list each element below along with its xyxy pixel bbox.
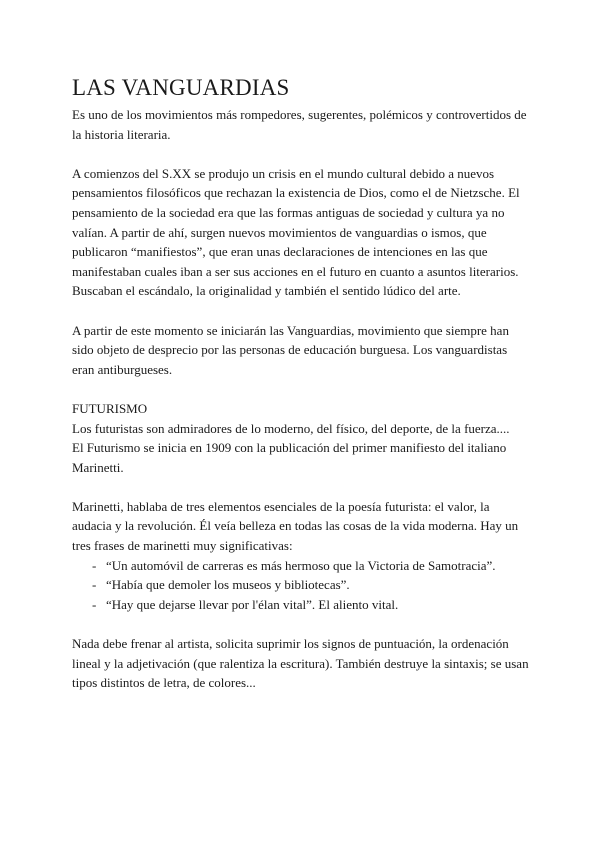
paragraph-spacer bbox=[72, 477, 532, 497]
list-bullet: - bbox=[92, 596, 97, 612]
list-item bbox=[92, 556, 532, 576]
document-page bbox=[72, 74, 532, 693]
futurismo-heading: FUTURISMO bbox=[72, 400, 148, 416]
quote-text: “Hay que dejarse llevar por l'élan vital”. El aliento vital. bbox=[106, 596, 399, 612]
marinetti-paragraph: Marinetti, hablaba de tres elementos esenciales de la poesía futurista: el valor, la audacia y la revolución. Él veía belleza en todas las cosas de la vida moderna. Hay un tres frases de marinetti muy significativas: bbox=[72, 498, 519, 554]
paragraph-spacer bbox=[72, 614, 532, 634]
paragraph-spacer bbox=[72, 144, 532, 164]
vanguardias-paragraph: A partir de este momento se iniciarán las Vanguardias, movimiento que siempre han sido objeto de desprecio por las personas de educación burguesa. Los vanguardistas eran antiburgueses. bbox=[72, 322, 509, 377]
paragraph-spacer bbox=[72, 379, 532, 399]
quote-text: “Había que demoler los museos y bibliotecas”. bbox=[106, 577, 350, 593]
quotes-list bbox=[72, 556, 532, 615]
artist-paragraph: Nada debe frenar al artista, solicita suprimir los signos de puntuación, la ordenación lineal y la adjetivación (que ralentiza la escritura). También destruye la sintaxis; se usan tipos distintos de letra, de colores... bbox=[72, 636, 529, 691]
intro-paragraph: Es uno de los movimientos más rompedores, sugerentes, polémicos y controvertidos de la historia literaria. bbox=[72, 107, 527, 142]
list-item bbox=[92, 595, 532, 615]
futurismo-line-1: Los futuristas son admiradores de lo moderno, del físico, del deporte, de la fuerza.... bbox=[72, 420, 510, 436]
futurismo-line-2: El Futurismo se inicia en 1909 con la publicación del primer manifiesto del italiano Marinetti. bbox=[72, 440, 507, 475]
paragraph-spacer bbox=[72, 301, 532, 321]
list-bullet: - bbox=[92, 557, 97, 573]
document-title: LAS VANGUARDIAS bbox=[72, 75, 290, 100]
list-bullet: - bbox=[92, 577, 97, 593]
list-item bbox=[92, 575, 532, 595]
context-paragraph: A comienzos del S.XX se produjo un crisis en el mundo cultural debido a nuevos pensamientos filosóficos que rechazan la existencia de Dios, como el de Nietzsche. El pensamiento de la sociedad era que las formas antiguas de sociedad y cultura ya no valían. A partir de ahí, surgen nuevos movimientos de vanguardias o ismos, que publicaron “manifiestos”, que eran unas declaraciones de intenciones en las que manifestaban cuales iban a ser sus acciones en el futuro en cuanto a asuntos literarios. Buscaban el escándalo, la originalidad y también el sentido lúdico del arte. bbox=[72, 165, 520, 299]
quote-text: “Un automóvil de carreras es más hermoso que la Victoria de Samotracia”. bbox=[106, 557, 496, 573]
